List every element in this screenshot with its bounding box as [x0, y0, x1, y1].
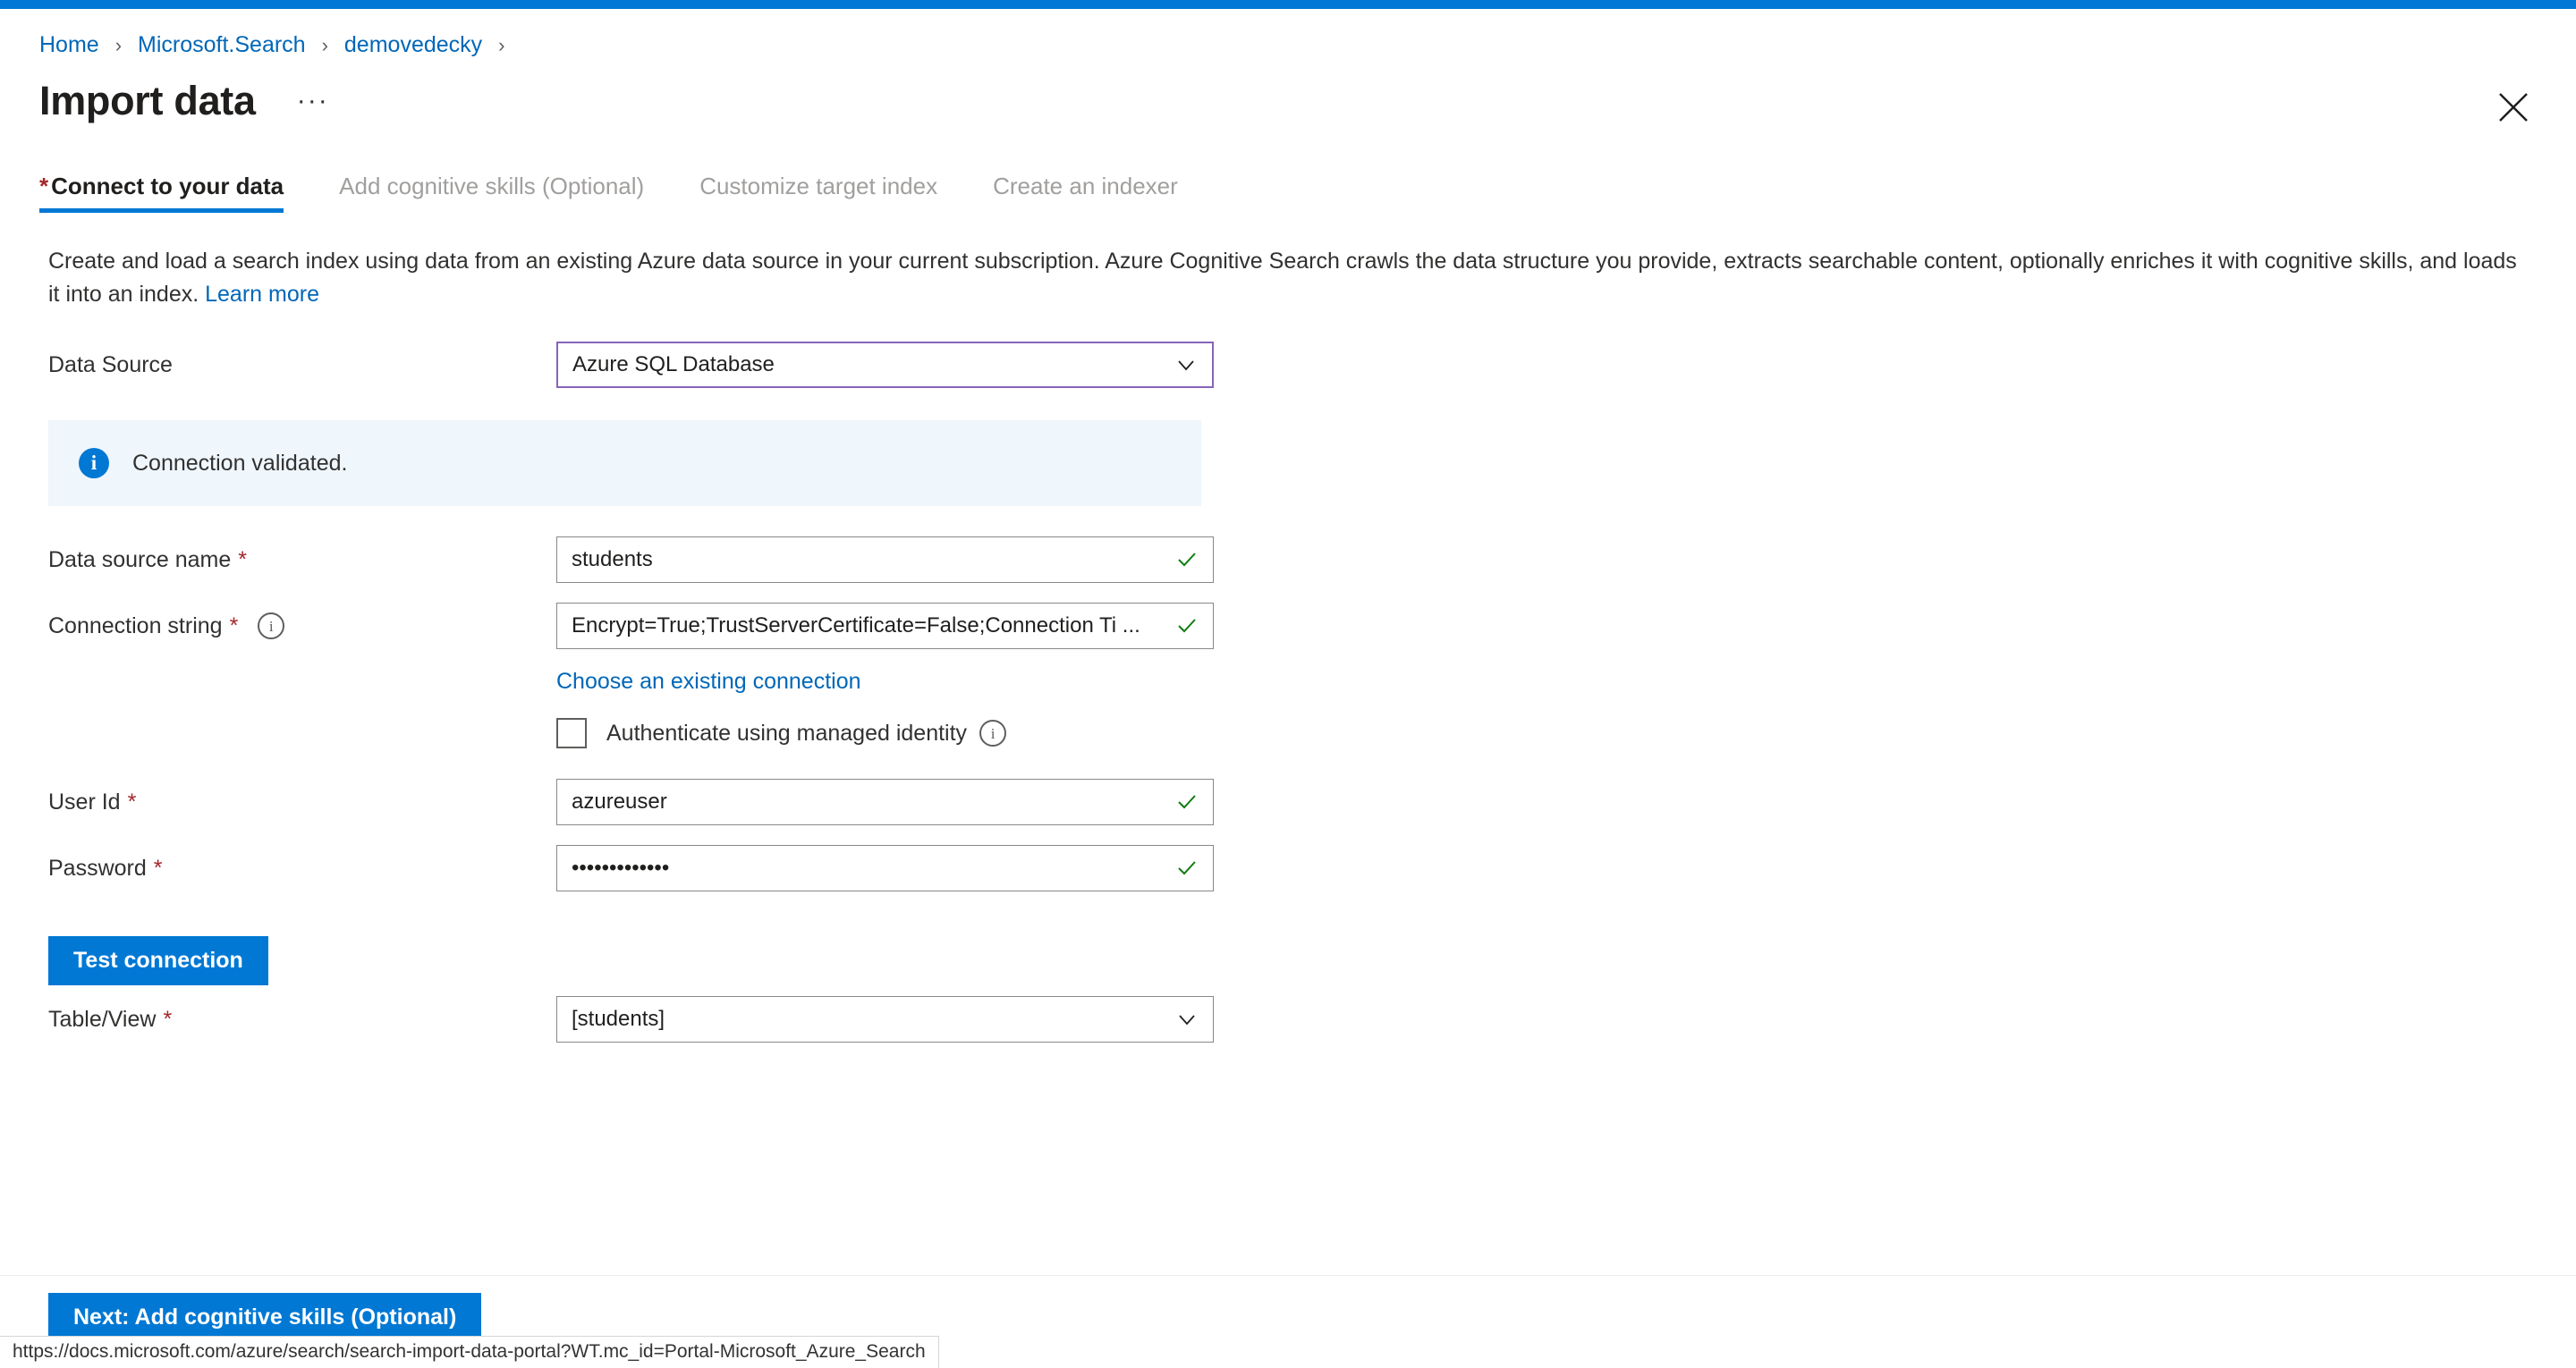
tab-label: Connect to your data — [51, 173, 284, 199]
user-id-label — [48, 790, 556, 815]
row-connection-string — [0, 603, 2576, 649]
table-view-select[interactable] — [556, 996, 1214, 1043]
tab-label: Create an indexer — [993, 173, 1178, 199]
description-text — [0, 213, 2576, 311]
connection-string-label-text: Connection string — [48, 612, 223, 638]
top-accent-bar — [0, 0, 2576, 9]
tab-bar — [0, 124, 2576, 213]
title-row — [0, 58, 2576, 124]
tab-connect-to-your-data[interactable] — [39, 173, 284, 213]
more-options-button[interactable]: ··· — [296, 86, 329, 115]
table-view-value: [students] — [572, 1007, 665, 1031]
chevron-down-icon — [1175, 1008, 1199, 1031]
breadcrumb-item-demovedecky[interactable]: demovedecky — [343, 32, 483, 57]
info-tooltip-icon[interactable]: i — [258, 612, 284, 639]
managed-identity-label: Authenticate using managed identity — [606, 720, 968, 746]
tab-create-an-indexer[interactable] — [993, 173, 1178, 213]
test-connection-button[interactable]: Test connection — [48, 936, 268, 985]
data-source-name-label — [48, 547, 556, 573]
data-source-name-input[interactable] — [556, 536, 1214, 583]
info-tooltip-icon[interactable]: i — [979, 720, 1006, 747]
row-password — [0, 845, 2576, 891]
banner-message: Connection validated. — [132, 450, 348, 476]
info-icon: i — [79, 448, 109, 478]
tab-add-cognitive-skills[interactable] — [339, 173, 644, 213]
breadcrumb-separator: › — [321, 33, 328, 56]
status-bar-url: https://docs.microsoft.com/azure/search/search-import-data-portal?WT.mc_id=Portal-Microsoft_Azure_Search — [0, 1336, 939, 1368]
required-marker: * — [229, 612, 239, 638]
import-data-form — [0, 311, 2576, 1043]
password-value: ••••••••••••• — [572, 856, 670, 880]
data-source-label — [48, 352, 556, 378]
managed-identity-checkbox[interactable] — [556, 718, 587, 748]
password-input[interactable] — [556, 845, 1214, 891]
connection-string-label — [48, 612, 556, 639]
breadcrumb-item-home[interactable]: Home — [39, 32, 99, 57]
breadcrumb — [0, 9, 2576, 58]
user-id-label-text: User Id — [48, 789, 121, 815]
valid-check-icon — [1175, 790, 1199, 814]
valid-check-icon — [1175, 548, 1199, 571]
row-user-id — [0, 779, 2576, 825]
managed-identity-checkbox-row — [556, 718, 2576, 748]
password-label — [48, 856, 556, 882]
breadcrumb-separator: › — [114, 33, 123, 56]
data-source-value: Azure SQL Database — [572, 352, 775, 376]
data-source-select[interactable] — [556, 342, 1214, 388]
row-data-source — [0, 342, 2576, 388]
connection-validated-banner — [48, 420, 1201, 506]
required-marker: * — [153, 855, 163, 881]
user-id-value: azureuser — [572, 790, 667, 814]
user-id-input[interactable] — [556, 779, 1214, 825]
footer-divider — [0, 1275, 2576, 1276]
chevron-down-icon — [1174, 353, 1198, 376]
tab-label: Add cognitive skills (Optional) — [339, 173, 645, 199]
next-add-cognitive-skills-button[interactable]: Next: Add cognitive skills (Optional) — [48, 1293, 481, 1342]
data-source-label-text: Data Source — [48, 351, 173, 377]
row-data-source-name — [0, 536, 2576, 583]
tab-required-marker: * — [39, 173, 49, 199]
password-label-text: Password — [48, 855, 147, 881]
data-source-name-value: students — [572, 547, 653, 571]
tab-customize-target-index[interactable] — [699, 173, 937, 213]
choose-existing-connection-link[interactable]: Choose an existing connection — [556, 669, 861, 694]
learn-more-link[interactable]: Learn more — [205, 282, 319, 307]
row-table-view — [0, 996, 2576, 1043]
connection-string-input[interactable] — [556, 603, 1214, 649]
table-view-label — [48, 1007, 556, 1033]
page-title: Import data — [39, 78, 256, 123]
breadcrumb-item-microsoft-search[interactable]: Microsoft.Search — [138, 32, 306, 57]
required-marker: * — [238, 546, 248, 572]
page-body — [0, 9, 2576, 1368]
data-source-name-label-text: Data source name — [48, 546, 232, 572]
table-view-label-text: Table/View — [48, 1006, 157, 1032]
required-marker: * — [163, 1006, 173, 1032]
close-icon[interactable] — [2494, 88, 2533, 127]
tab-label: Customize target index — [699, 173, 938, 199]
description-body: Create and load a search index using data from an existing Azure data source in your current subscription. Azure Cognitive Search crawls the data structure you provide, extracts searchable content, optionally enriches it with cognitive skills, and loads it into an index. — [48, 249, 2517, 307]
breadcrumb-separator: › — [498, 33, 505, 56]
required-marker: * — [127, 789, 137, 815]
valid-check-icon — [1175, 857, 1199, 880]
valid-check-icon — [1175, 614, 1199, 638]
connection-string-value: Encrypt=True;TrustServerCertificate=False;Connection Ti ... — [572, 613, 1140, 638]
